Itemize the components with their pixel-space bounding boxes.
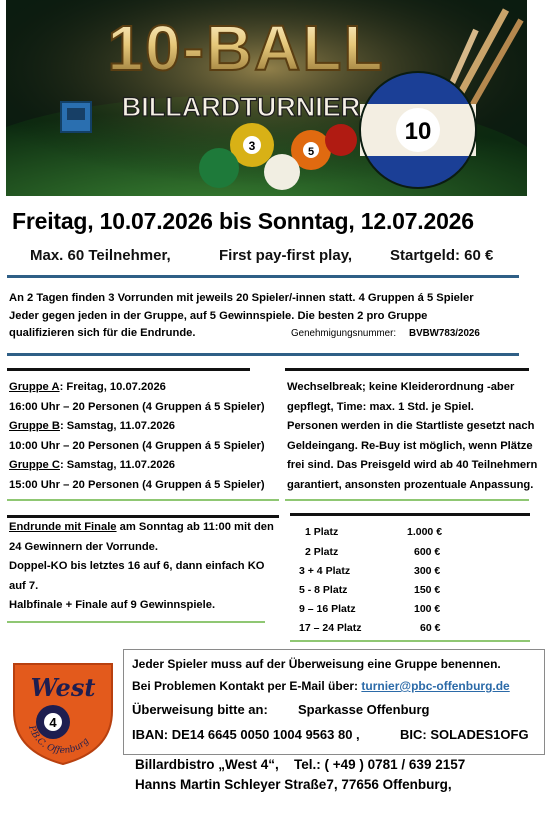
group-b-date: : Samstag, 11.07.2026: [59, 420, 176, 432]
group-c-time: 15:00 Uhr – 20 Personen (4 Gruppen á 5 Spieler): [9, 478, 265, 491]
prize-amount-5: 100 €: [414, 603, 441, 615]
permit-number: BVBW783/2026: [409, 328, 480, 339]
entry-fee: Startgeld: 60 €: [390, 247, 494, 264]
divider-green-prizes: [290, 640, 530, 642]
prize-place-3: 3 + 4 Platz: [299, 565, 351, 577]
final-round-text: [9, 518, 284, 616]
transfer-label: Überweisung bitte an:: [132, 702, 268, 717]
payment-box: [123, 649, 545, 755]
venue-name: Billardbistro „West 4“,: [135, 757, 279, 772]
permit-label: Genehmigungsnummer:: [291, 328, 397, 339]
prize-place-6: 17 – 24 Platz: [299, 622, 362, 634]
payment-note: Jeder Spieler muss auf der Überweisung eine Gruppe benennen.: [132, 657, 501, 671]
iban: IBAN: DE14 6645 0050 1004 9563 80 ,: [132, 727, 360, 742]
rules-line-6: garantiert, ansonsten prozentuale Anpassung.: [287, 478, 534, 491]
contact-label: Bei Problemen Kontakt per E-Mail über:: [132, 679, 362, 693]
banner-title: 10-BALL: [107, 12, 385, 84]
group-b-label: Gruppe B: [9, 420, 60, 432]
chalk-icon: [61, 102, 91, 132]
final-line-2: 24 Gewinnern der Vorrunde.: [9, 540, 158, 553]
prize-amount-3: 300 €: [414, 565, 441, 577]
venue-address: Hanns Martin Schleyer Straße7, 77656 Offenburg,: [135, 777, 452, 792]
group-c-label: Gruppe C: [9, 459, 60, 471]
group-a-date: : Freitag, 10.07.2026: [59, 381, 166, 393]
prize-place-5: 9 – 16 Platz: [299, 603, 356, 615]
max-participants: Max. 60 Teilnehmer,: [30, 247, 171, 264]
ball-red: [325, 124, 357, 156]
intro-line-1: An 2 Tagen finden 3 Vorrunden mit jeweils 20 Spieler/-innen statt. 4 Gruppen á 5 Spieler: [9, 292, 474, 304]
prize-amount-6: 60 €: [420, 622, 441, 634]
divider-black-right: [285, 368, 529, 371]
group-a-heading: [9, 378, 279, 398]
logo-number: 4: [49, 715, 57, 730]
group-b-heading: [9, 417, 279, 437]
rules-line-2: gepflegt, Time: max. 1 Std. je Spiel.: [287, 400, 474, 413]
final-line-5: Halbfinale + Finale auf 9 Gewinnspiele.: [9, 599, 216, 611]
prize-table: [285, 520, 535, 640]
final-line-1-rest: am Sonntag ab 11:00 mit den: [116, 521, 274, 533]
intro-line-2: Jeder gegen jeden in der Gruppe, auf 5 Gewinnspiele. Die besten 2 pro Gruppe: [9, 309, 428, 322]
ball-10: [360, 72, 476, 188]
club-logo: [8, 656, 118, 766]
prize-amount-4: 150 €: [414, 584, 441, 596]
divider-black-left: [7, 368, 250, 371]
groups-list: [9, 378, 279, 495]
contact-line: [132, 679, 510, 693]
first-pay-first-play: First pay-first play,: [219, 247, 353, 264]
divider-green-right: [285, 499, 529, 501]
ball-5-number: 5: [307, 146, 315, 158]
ball-10-number: 10: [404, 118, 432, 145]
group-c-heading: [9, 456, 279, 476]
venue-phone: Tel.: ( +49 ) 0781 / 639 2157: [294, 757, 466, 772]
hero-banner: [6, 0, 527, 196]
west4-logo-icon: [8, 656, 118, 766]
prize-place-4: 5 - 8 Platz: [299, 584, 348, 596]
logo-word: West: [30, 673, 96, 702]
rules-text: [287, 378, 538, 495]
logo-ring-text: P.B.C. Offenburg: [26, 724, 92, 757]
group-c-date: : Samstag, 11.07.2026: [59, 459, 176, 471]
group-b-time: 10:00 Uhr – 20 Personen (4 Gruppen á 5 Spieler): [9, 439, 265, 452]
bic: BIC: SOLADES1OFG: [400, 727, 529, 742]
divider-green-final: [7, 621, 265, 623]
event-dates-heading: Freitag, 10.07.2026 bis Sonntag, 12.07.2026: [12, 208, 474, 234]
banner-art: [6, 0, 527, 196]
final-line-3: Doppel-KO bis letztes 16 auf 6, dann einfach KO: [9, 560, 265, 572]
prize-amount-2: 600 €: [414, 546, 441, 558]
prize-place-2: 2 Platz: [305, 546, 339, 558]
intro-text: [9, 290, 529, 343]
bank-name: Sparkasse Offenburg: [298, 702, 430, 717]
final-label: Endrunde mit Finale: [9, 521, 117, 533]
banner-subtitle: BILLARDTURNIER: [121, 92, 361, 122]
divider-blue-2: [7, 353, 519, 356]
divider-black-prizes: [290, 513, 530, 516]
group-a-time: 16:00 Uhr – 20 Personen (4 Gruppen á 5 Spieler): [9, 400, 265, 413]
prize-amount-1: 1.000 €: [407, 526, 443, 538]
prize-place-1: 1 Platz: [305, 526, 339, 538]
divider-blue-1: [7, 275, 519, 278]
ball-3-number: 3: [248, 139, 256, 153]
divider-green-left: [7, 499, 279, 501]
final-line-4: auf 7.: [9, 579, 39, 592]
rules-line-5: frei sind. Das Preisgeld wird ab 40 Teilnehmern: [287, 459, 538, 471]
final-line-1: [9, 518, 284, 538]
ball-green: [199, 148, 239, 188]
ball-white: [264, 154, 300, 190]
rules-line-4: Geldeingang. Re-Buy ist möglich, wenn Plätze: [287, 439, 533, 452]
email-link[interactable]: turnier@pbc-offenburg.de: [361, 679, 510, 693]
group-a-label: Gruppe A: [9, 381, 60, 393]
rules-line-1: Wechselbreak; keine Kleiderordnung -aber: [287, 381, 515, 393]
rules-line-3: Personen werden in die Startliste gesetzt nach: [287, 420, 535, 432]
intro-line-3: qualifizieren sich für die Endrunde.: [9, 327, 196, 339]
